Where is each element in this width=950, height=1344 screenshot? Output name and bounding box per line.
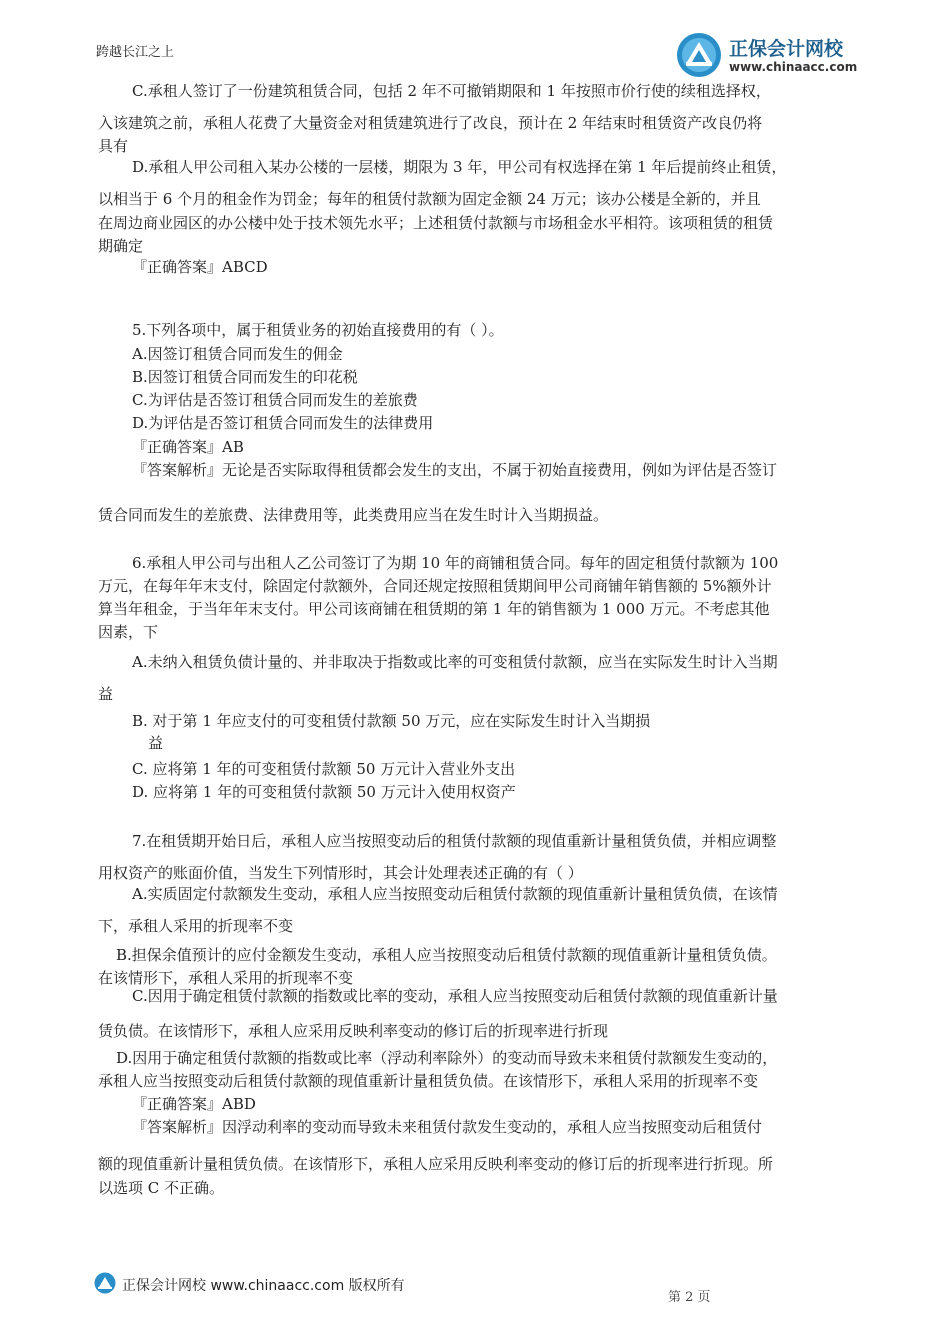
logo-url: www.chinaacc.com: [729, 60, 858, 74]
q7-stem-line1: 7.在租赁期开始日后，承租人应当按照变动后的租赁付款额的现值重新计量租赁负债，并相应调整: [132, 832, 777, 850]
q5-option-d: D.为评估是否签订租赁合同而发生的法律费用: [132, 414, 434, 432]
q5-analysis-line1: 『答案解析』无论是否实际取得租赁都会发生的支出，不属于初始直接费用，例如为评估是否签订: [132, 461, 778, 479]
q7-answer: 『正确答案』ABD: [132, 1095, 256, 1113]
q7-analysis-line1: 『答案解析』因浮动利率的变动而导致未来租赁付款发生变动的，承租人应当按照变动后租赁付: [132, 1118, 763, 1136]
q7-option-d-line1: D.因用于确定租赁付款额的指数或比率（浮动利率除外）的变动而导致未来租赁付款额发生变动的，: [116, 1049, 778, 1067]
q5-option-c: C.为评估是否签订租赁合同而发生的差旅费: [132, 391, 418, 409]
q6-stem-line2: 万元，在每年年末支付，除固定付款额外，合同还规定按照租赁期间甲公司商铺年销售额的 5%额外计: [98, 577, 772, 595]
q6-stem-line4: 因素，下: [98, 623, 159, 641]
footer-copyright: 正保会计网校 www.chinaacc.com 版权所有: [122, 1278, 405, 1294]
q7-option-c-line1: C.因用于确定租赁付款额的指数或比率的变动，承租人应当按照变动后租赁付款额的现值重新计量: [132, 987, 778, 1005]
q6-stem-line3: 算当年租金，于当年年末支付。甲公司该商铺在租赁期的第 1 年的销售额为 1 000 万元。不考虑其他: [98, 600, 770, 618]
q4-answer: 『正确答案』ABCD: [132, 258, 268, 276]
header-corner-text: 跨越长江之上: [96, 45, 175, 60]
q5-stem: 5.下列各项中，属于租赁业务的初始直接费用的有（ ）。: [132, 321, 504, 339]
q4-option-d-line1: D.承租人甲公司租入某办公楼的一层楼，期限为 3 年，甲公司有权选择在第 1 年后提前终止租赁，: [132, 158, 787, 176]
q6-option-b-line1: B. 对于第 1 年应支付的可变租赁付款额 50 万元，应在实际发生时计入当期损: [132, 712, 651, 730]
q4-option-c-line2: 入该建筑之前，承租人花费了大量资金对租赁建筑进行了改良，预计在 2 年结束时租赁资产改良仍将: [98, 114, 763, 132]
q4-option-c-line1: C.承租人签订了一份建筑租赁合同，包括 2 年不可撤销期限和 1 年按照市价行使的续租选择权，: [132, 82, 771, 100]
q6-option-b-line2: 益: [148, 734, 164, 752]
q4-option-d-line2: 以相当于 6 个月的租金作为罚金；每年的租赁付款额为固定金额 24 万元；该办公楼是全新的，并且: [98, 190, 761, 208]
q6-option-c: C. 应将第 1 年的可变租赁付款额 50 万元计入营业外支出: [132, 760, 516, 778]
q5-option-b: B.因签订租赁合同而发生的印花税: [132, 368, 358, 386]
q5-option-a: A.因签订租赁合同而发生的佣金: [132, 345, 343, 363]
q7-option-d-line2: 承租人应当按照变动后租赁付款额的现值重新计量租赁负债。在该情形下，承租人采用的折现率不变: [98, 1072, 759, 1090]
q4-option-d-line3: 在周边商业园区的办公楼中处于技术领先水平；上述租赁付款额与市场租金水平相符。该项租赁的租赁: [98, 214, 774, 232]
q5-analysis-line2: 赁合同而发生的差旅费、法律费用等，此类费用应当在发生时计入当期损益。: [98, 506, 609, 524]
q7-stem-line2: 用权资产的账面价值，当发生下列情形时，其会计处理表述正确的有（ ）: [98, 864, 583, 882]
logo-title: 正保会计网校: [729, 38, 844, 60]
brand-logo[interactable]: [676, 30, 876, 86]
q7-option-a-line1: A.实质固定付款额发生变动，承租人应当按照变动后租赁付款额的现值重新计量租赁负债，在该情: [132, 885, 778, 903]
q6-option-d: D. 应将第 1 年的可变租赁付款额 50 万元计入使用权资产: [132, 783, 516, 801]
page-number: 第 2 页: [668, 1290, 711, 1305]
q4-option-c-line3: 具有: [98, 137, 129, 155]
q6-option-a-line2: 益: [98, 685, 114, 703]
q6-option-a-line1: A.未纳入租赁负债计量的、并非取决于指数或比率的可变租赁付款额，应当在实际发生时计入当期: [132, 653, 778, 671]
q7-option-b-line1: B.担保余值预计的应付金额发生变动，承租人应当按照变动后租赁付款额的现值重新计量租赁负债。: [116, 946, 777, 964]
logo-icon: [676, 32, 722, 78]
q7-analysis-line3: 以选项 C 不正确。: [98, 1179, 225, 1197]
q6-stem-line1: 6.承租人甲公司与出租人乙公司签订了为期 10 年的商铺租赁合同。每年的固定租赁付款额为 100: [132, 554, 779, 572]
q4-option-d-line4: 期确定: [98, 237, 144, 255]
q7-option-b-line2: 在该情形下，承租人采用的折现率不变: [98, 969, 354, 987]
q5-answer: 『正确答案』AB: [132, 438, 244, 456]
q7-option-a-line2: 下，承租人采用的折现率不变: [98, 917, 294, 935]
footer-logo-icon: [94, 1272, 116, 1294]
q7-analysis-line2: 额的现值重新计量租赁负债。在该情形下，承租人应采用反映利率变动的修订后的折现率进行折现。所: [98, 1155, 774, 1173]
q7-option-c-line2: 赁负债。在该情形下，承租人应采用反映利率变动的修订后的折现率进行折现: [98, 1022, 609, 1040]
